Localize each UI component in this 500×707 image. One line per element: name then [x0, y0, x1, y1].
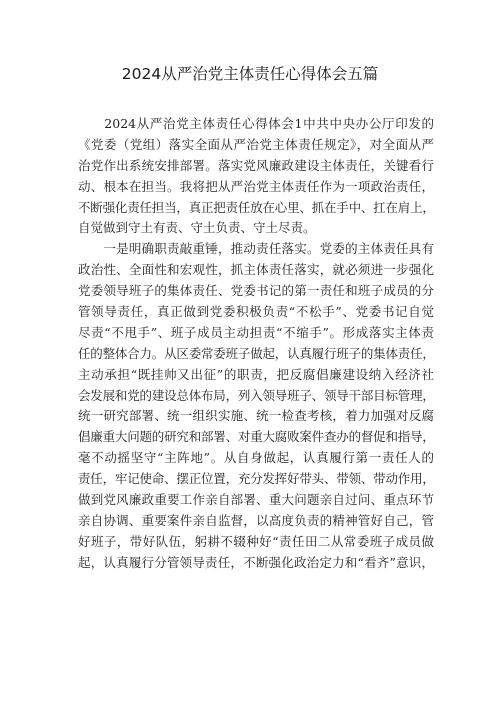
- body-line: 责任，牢记使命、摆正位置，充分发挥好带头、带领、带动作用，: [78, 471, 435, 487]
- document-body: [78, 114, 434, 574]
- body-line: 一是明确职责敲重锤，推动责任落实。党委的主体责任具有: [78, 241, 434, 257]
- body-line: 好班子，带好队伍，躬耕不辍种好“责任田二从常委班子成员做: [78, 533, 434, 549]
- body-line: 做到党风廉政重要工作亲自部署、重大问题亲自过问、重点环节: [78, 492, 434, 508]
- body-line: 统一研究部署、统一组织实施、统一检查考核，着力加强对反腐: [78, 408, 434, 424]
- body-line: 会发展和党的建设总体布局，列入领导班子、领导干部目标管理，: [78, 387, 435, 403]
- body-line: 党委领导班子的集体责任、党委书记的第一责任和班子成员的分: [78, 283, 434, 299]
- document-title: 2024从严治党主体责任心得体会五篇: [121, 65, 379, 83]
- body-line: 动、根本在担当。我将把从严治党主体责任作为一项政治责任，: [78, 178, 434, 194]
- body-line: 亲自协调、重要案件亲自监督，以高度负责的精神管好自己，管: [78, 512, 434, 528]
- body-line: 《党委（党组）落实全面从严治党主体责任规定》，对全面从严: [78, 136, 434, 152]
- body-line: 任的整体合力。从区委常委班子做起，认真履行班子的集体责任，: [78, 345, 435, 361]
- body-line: 起，认真履行分管领导责任，不断强化政治定力和“看齐”意识，: [78, 554, 434, 570]
- body-line: 毫不动摇坚守“主阵地”。从自身做起，认真履行第一责任人的: [78, 450, 434, 466]
- body-line: 自觉做到守土有责、守土负责、守土尽责。: [78, 220, 316, 236]
- body-line: 倡廉重大问题的研究和部署、对重大腐败案件查办的督促和指导，: [78, 429, 435, 445]
- body-line: 主动承担“既挂帅又出征”的职责，把反腐倡廉建设纳入经济社: [78, 366, 434, 382]
- body-line: 管领导责任，真正做到党委积极负责“不松手”、党委书记自觉: [78, 304, 434, 320]
- body-line: 2024从严治党主体责任心得体会1中共中央办公厅印发的: [78, 116, 434, 131]
- body-line: 治党作出系统安排部署。落实党风廉政建设主体责任，关键看行: [78, 157, 434, 173]
- body-line: 尽责“不甩手”、班子成员主动担责“不缩手”。形成落实主体责: [78, 324, 434, 340]
- body-line: 政治性、全面性和宏观性，抓主体责任落实，就必须进一步强化: [78, 262, 434, 278]
- body-line: 不断强化责任担当，真正把责任放在心里、抓在手中、扛在肩上，: [78, 199, 435, 215]
